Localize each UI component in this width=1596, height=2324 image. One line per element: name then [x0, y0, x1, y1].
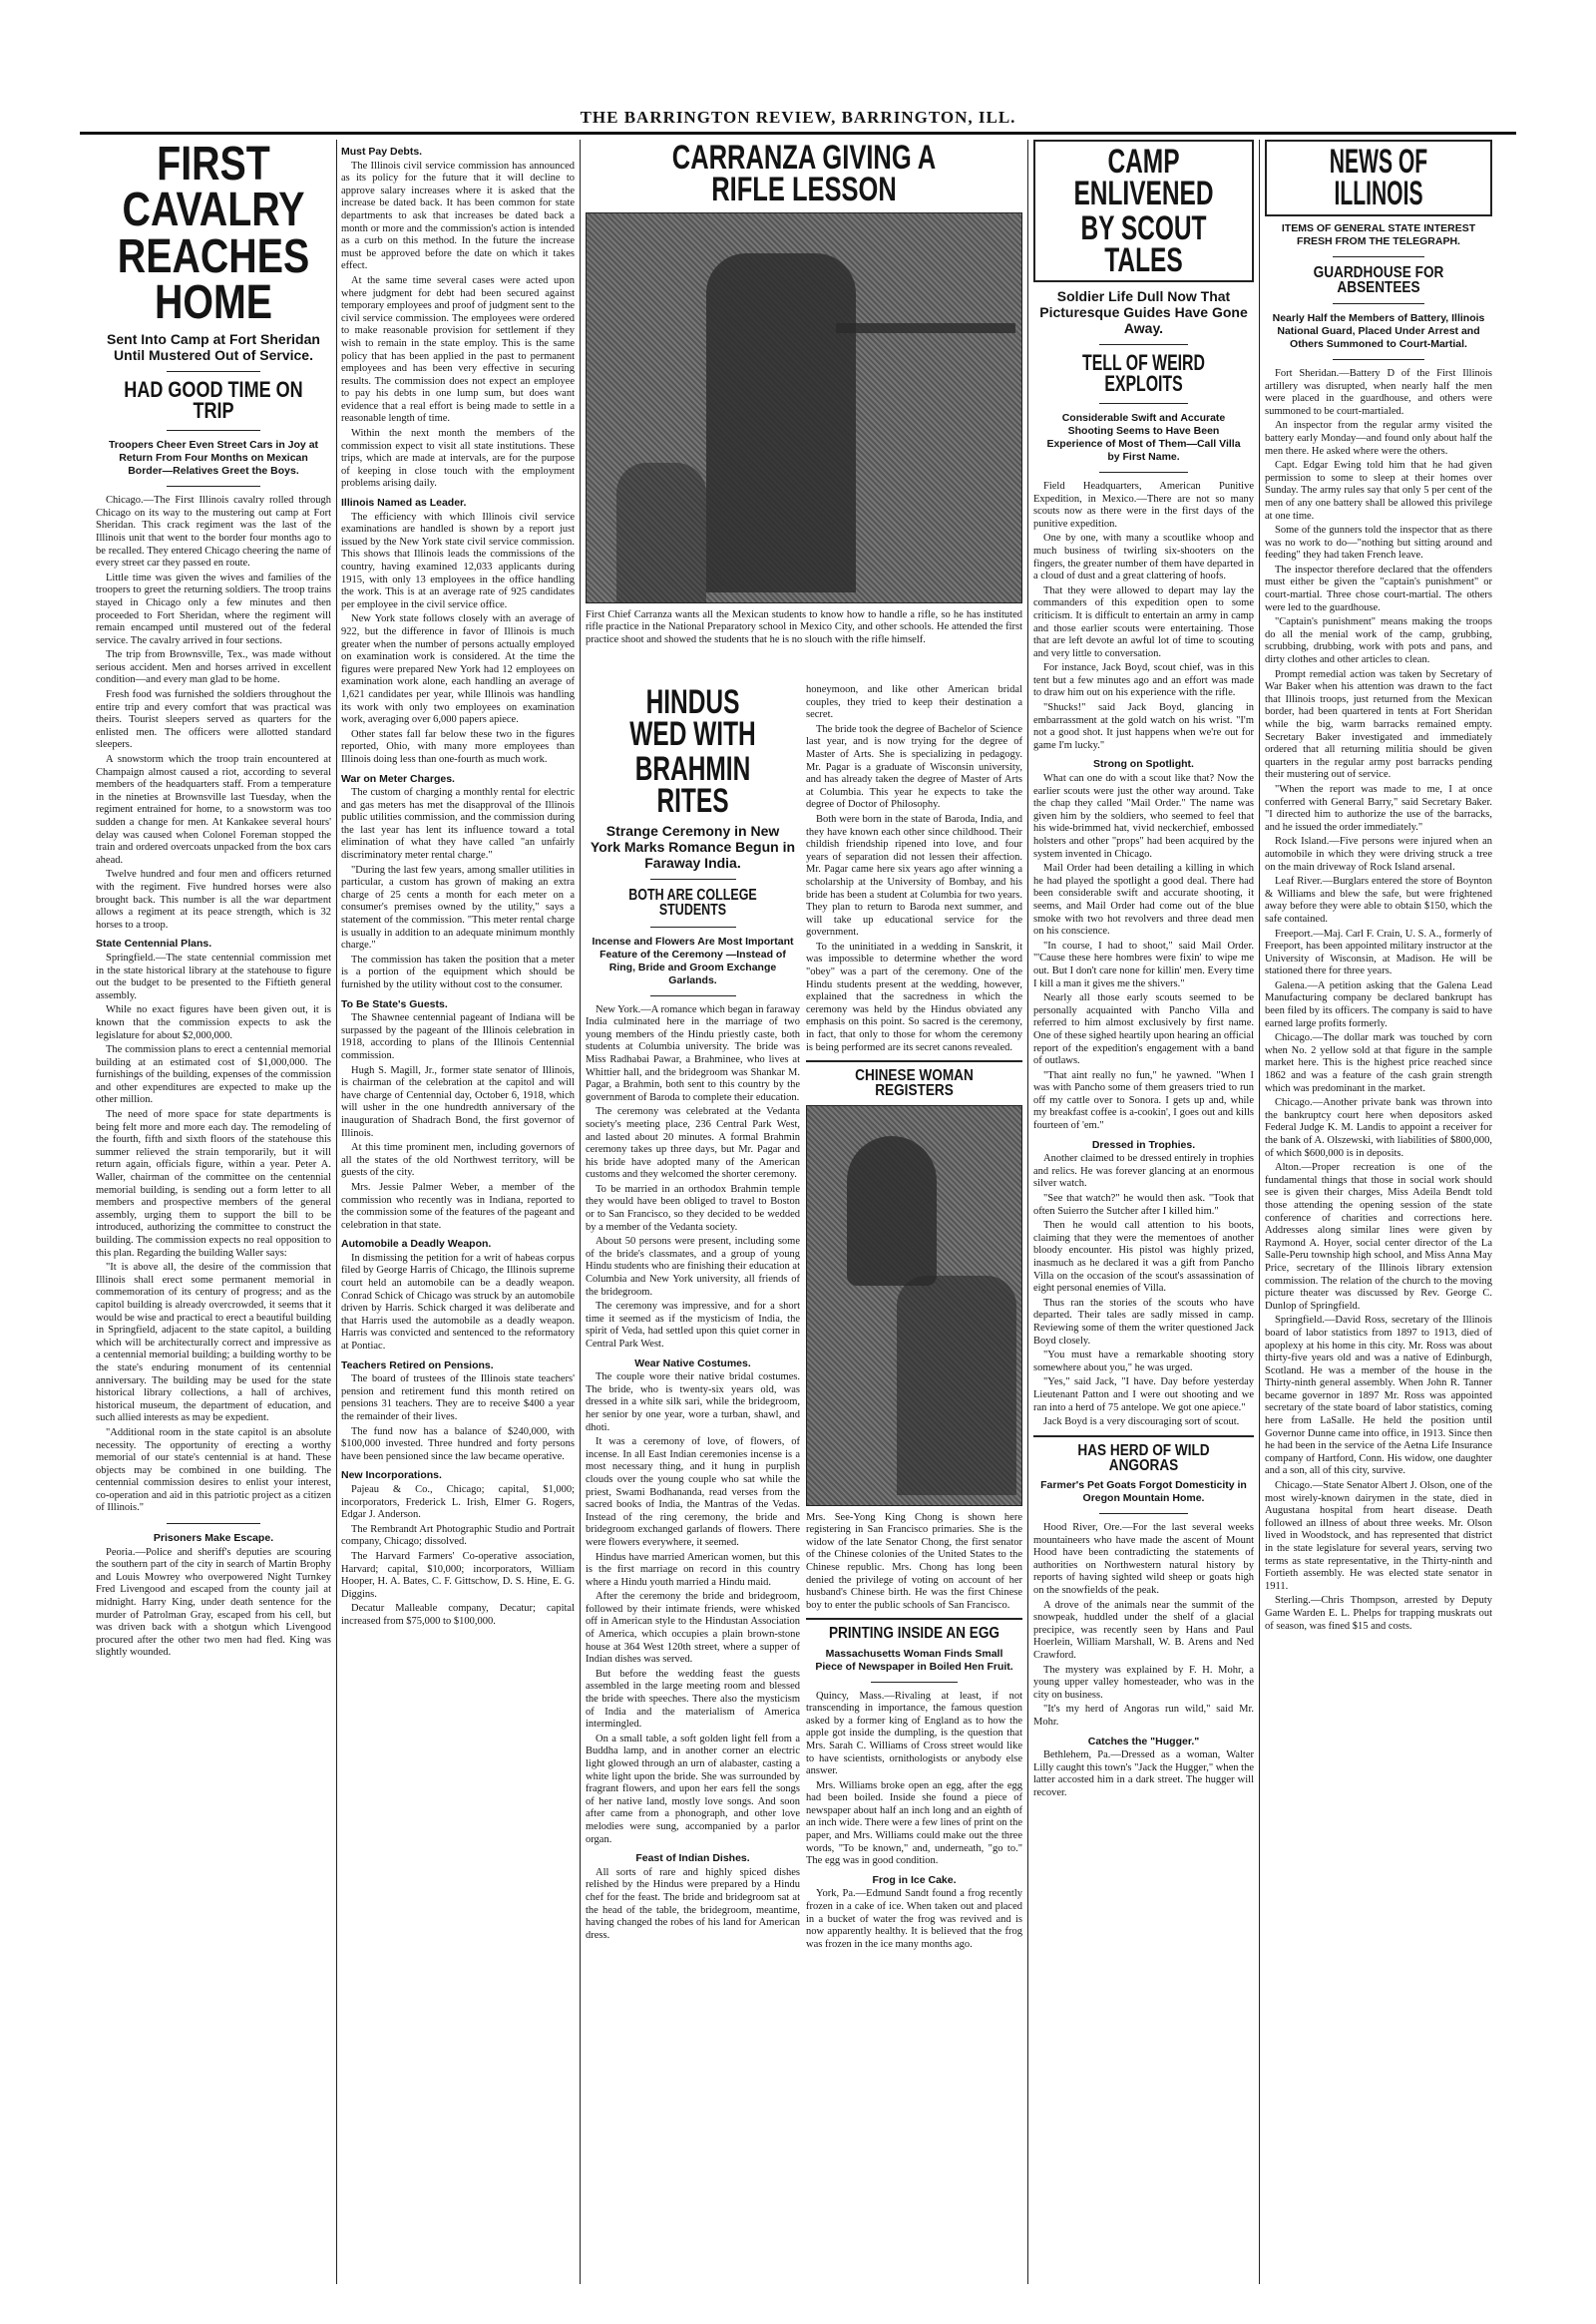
section-heading: Catches the "Hugger."	[1087, 1735, 1200, 1747]
section-heading: Wear Native Costumes.	[634, 1356, 751, 1369]
paragraph: For instance, Jack Boyd, scout chief, was in this tent but a few minutes ago and an effort was made to draw him out on his experience with the rifle.	[1033, 662, 1254, 699]
paragraph: Alton.—Proper recreation is one of the fundamental things that those in social work should see is given their charges, Miss Adeila Bendt told those attending the opening session of the state conference of charities and corrections here. Addresses along similar lines were given by Raymond A. Hoyer, social center director of the La Salle-Peru township high school, and Miss Anna May Price, secretary of the Illinois library extension commission. The relation of the church to the moving picture theater was discussed by Rev. George C. Dunlop of Springfield.	[1265, 1162, 1492, 1312]
paragraph: The couple wore their native bridal costumes. The bride, who is twenty-six years old, was dressed in a white silk sari, while the bridegroom, her senior by one year, wore a turban, shawl, and dhoti.	[586, 1371, 800, 1433]
divider	[806, 1618, 1022, 1620]
headline: BY SCOUT TALES	[1080, 208, 1207, 279]
paragraph: Rock Island.—Five persons were injured when an automobile in which they were driving struck a tree on the main driveway of Rock Island arsenal.	[1265, 836, 1492, 873]
paragraph: Hugh S. Magill, Jr., former state senator of Illinois, is chairman of the celebration at the capitol and will have charge of Centennial day, October 6, 1918, which will usher in the one hundredth anniversary of the inauguration of Shadrach Bond, the first governor of Illinois.	[341, 1064, 575, 1139]
headline: CHINESE WOMAN REGISTERS	[855, 1067, 974, 1100]
headline: HAS HERD OF WILD ANGORAS	[1077, 1441, 1210, 1474]
paragraph: While no exact figures have been given out, it is known that the commission expects to ask the legislature for about $2,000,000.	[96, 1004, 331, 1041]
paragraph: It was a ceremony of love, of flowers, of incense. In all East Indian ceremonies incense is a most necessary thing, and it hung in purplish clouds over the young couple who sat while the priest, Swami Bodhananda, read verses from the sacred books of India, the Mantras of the Vedas. Instead of the ring ceremony, the bride and bridegroom exchanged garlands of flowers. There were flowers everywhere, it seemed.	[586, 1436, 800, 1548]
paragraph: Some of the gunners told the inspector that as there was no work to do—"nothing but sitting around and feeding" they had taken French leave.	[1265, 525, 1492, 562]
subheadline: Soldier Life Dull Now That Picturesque Guides Have Gone Away.	[1039, 288, 1248, 337]
paragraph: But before the wedding feast the guests assembled in the large meeting room and blessed the bride with speeches. There also the mysticism of India and the materialism of America intermingled.	[586, 1668, 800, 1731]
headline: HAD GOOD TIME ON TRIP	[124, 377, 303, 424]
paragraph: Twelve hundred and four men and officers returned with the regiment. Five hundred horses were also brought back. This number is all the war department allows a regiment at its peace strength, which is 32 horses to a troop.	[96, 869, 331, 931]
deck: Farmer's Pet Goats Forgot Domesticity in Oregon Mountain Home.	[1040, 1479, 1247, 1505]
paragraph: Bethlehem, Pa.—Dressed as a woman, Walter Lilly caught this town's "Jack the Hugger," when the latter accosted him in a dark street. The hugger will recover.	[1033, 1749, 1254, 1798]
paragraph: Springfield.—David Ross, secretary of the Illinois board of labor statistics from 1897 to 1913, died of apoplexy at his home in this city. Mr. Ross was about thirty-five years old and was a native of Edinburgh, Scotland. He was a member of the house in the Thirty-ninth general assembly. When John R. Tanner became governor in 1897 Mr. Ross was appointed secretary of the state board of labor statistics, coming here from LaSalle. He held the position until Governor Dunne came into office, in 1913. Since then he had been in the service of the Aetna Life Insurance company of Hartford, Conn. His widow, one daughter and a son, all of this city, survive.	[1265, 1315, 1492, 1477]
paragraph: Field Headquarters, American Punitive Expedition, in Mexico.—There are not so many scouts now as there were in the first days of the punitive expedition.	[1033, 480, 1254, 530]
deck: Troopers Cheer Even Street Cars in Joy at Return From Four Months on Mexican Border—Relatives Greet the Boys.	[108, 439, 319, 478]
divider	[167, 430, 260, 431]
column-rule	[336, 140, 337, 2284]
deck: Massachusetts Woman Finds Small Piece of Newspaper in Boiled Hen Fruit.	[815, 1647, 1013, 1673]
paragraph: What can one do with a scout like that? Now the earlier scouts were just the other way around. Take the chap they called "Mail Order." The name was given him by the soldiers, who seemed to feel that his wide-brimmed hat, vivid neckerchief, embossed holsters and other "props" had been acquired by the system invented in Chicago.	[1033, 773, 1254, 860]
paragraph: "It is above all, the desire of the commission that Illinois shall erect some permanent memorial in commemoration of its century of progress; and as the capitol building is already overcrowded, it seems that it would be wise and practical to erect a beautiful building in Springfield, adjacent to the state capitol, a building which will be architecturally correct and impressive as a centennial memorial building; a building worthy to be the state's enduring monument of its centennial anniversary. The building may be used for the state historical library collections, a hall of archives, historical museum, the department of education, and such allied interests as may be expedient.	[96, 1262, 331, 1424]
headline: TELL OF WEIRD EXPLOITS	[1082, 350, 1205, 397]
subheadline: Sent Into Camp at Fort Sheridan Until Mustered Out of Service.	[107, 331, 320, 364]
paragraph: At the same time several cases were acted upon where judgment for debt had been secured against temporary employees and proof of judgment sent to the civil service commission. The employees were ordered to make reasonable provision for settlement if they wish to remain in the state employ. This is the same policy that has been applied in the past to permanent employees and has been very effective in securing results. The commission does not expect an employee to pay his debts in one lump sum, but does want evidence that a real effort is being made to settle in a reasonable length of time.	[341, 274, 575, 425]
article-column-4	[806, 684, 1022, 2284]
photo-caption: First Chief Carranza wants all the Mexican students to know how to handle a rifle, so he has instituted rifle practice in the National Preparatory school in Mexico City, and other schools. He attended the first practice shoot and showed the students that he is no slouch with the rifle himself.	[586, 608, 1022, 645]
paragraph: About 50 persons were present, including some of the bride's classmates, and a group of young Hindu students who are finishing their education at Columbia and New York university, all friends of the bridegroom.	[586, 1236, 800, 1298]
article-news-of-illinois	[1265, 140, 1492, 2284]
paragraph: Freeport.—Maj. Carl F. Crain, U. S. A., formerly of Freeport, has been appointed military instructor at the University of Wisconsin, at Madison. He will be stationed there for three years.	[1265, 928, 1492, 977]
paragraph: Springfield.—The state centennial commission met in the state historical library at the statehouse to figure out the budget to be presented to the Fiftieth general assembly.	[96, 952, 331, 1001]
divider	[650, 927, 736, 928]
headline: GUARDHOUSE FOR ABSENTEES	[1313, 263, 1444, 296]
paragraph: Mail Order had been detailing a killing in which he had played the spotlight a good deal. There had been considerable swift and accurate shooting, it seems, and Mail Order had come out of the blue smoke with two hot revolvers and three dead men on his conscience.	[1033, 863, 1254, 938]
divider	[1333, 256, 1423, 257]
paragraph: The mystery was explained by F. H. Mohr, a young upper valley homesteader, who was in the city on business.	[1033, 1664, 1254, 1701]
paragraph: One by one, with many a scoutlike whoop and much business of twirling six-shooters on the fingers, the greater number of them have departed in a cloud of dust and a great clattering of hoofs.	[1033, 533, 1254, 582]
article-state-news	[341, 140, 575, 2284]
paragraph: "Captain's punishment" means making the troops do all the menial work of the camp, grubbing, scrubbing, drubbing, work with pots and pans, and dirty clothes and other articles to clean.	[1265, 616, 1492, 666]
paragraph: Decatur Malleable company, Decatur; capital increased from $75,000 to $100,000.	[341, 1603, 575, 1627]
paragraph: The Rembrandt Art Photographic Studio and Portrait company, Chicago; dissolved.	[341, 1523, 575, 1548]
article-first-cavalry	[96, 140, 331, 2284]
paragraph: Hood River, Ore.—For the last several weeks mountaineers who have made the ascent of Mount Hood have been contradicting the statements of authorities on Northwestern natural history by reports of having sighted wild sheep or goats high on the snowfields of the peak.	[1033, 1522, 1254, 1597]
paragraph: A snowstorm which the troop train encountered at Champaign almost caused a riot, according to several members of the headquarters staff. From a temperature in the nineties at Brownsville last Tuesday, when the regiment entrained for home, to a snowstorm was too sudden a change for men. At Kankakee several hours' delay was caused when Colonel Foreman stopped the train and ordered overcoats unpacked from the box cars ahead.	[96, 754, 331, 866]
paragraph: Leaf River.—Burglars entered the store of Boynton & Williams and blew the safe, but were frightened away before they were able to obtain $150, which the safe contained.	[1265, 876, 1492, 925]
paragraph: The board of trustees of the Illinois state teachers' pension and retirement fund this month retired on pensions 31 teachers. They are to receive $400 a year the remainder of their lives.	[341, 1373, 575, 1422]
paragraph: To the uninitiated in a wedding in Sanskrit, it was impossible to determine whether the word "obey" was a part of the ceremony. One of the Hindu students present at the wedding, however, explained that the sacredness in which the ceremony was held by the Hindus obviated any emphasis on this point. So sacred is the ceremony, in fact, that only to those for whom the ceremony is being performed are its secret canons revealed.	[806, 941, 1022, 1053]
paragraph: Chicago.—Another private bank was thrown into the bankruptcy court here when depositors asked Federal Judge K. M. Landis to appoint a receiver for the bank of A. Olszewski, with liabilities of $800,000, of which $600,000 is in deposits.	[1265, 1097, 1492, 1159]
headline: NEWS OF ILLINOIS	[1329, 143, 1428, 213]
divider	[1333, 303, 1423, 304]
paragraph: The ceremony was celebrated at the Vedanta society's meeting place, 236 Central Park West, and lasted about 20 minutes. A formal Brahmin ceremony takes up three days, but Mr. Pagar and his bride have adopted many of the American customs and they welcomed the shorter ceremony.	[586, 1106, 800, 1181]
paragraph: Thus ran the stories of the scouts who have departed. Their tales are sadly missed in camp. Reviewing some of them the writer questioned Jack Boyd closely.	[1033, 1297, 1254, 1347]
paragraph: Chicago.—The First Illinois cavalry rolled through Chicago on its way to the mustering out camp at Fort Sheridan. This crack regiment was the last of the Illinois unit that went to the border four months ago to be recalled. They entered Chicago cheering the name of every street car they passed en route.	[96, 495, 331, 570]
paragraph: Chicago.—The dollar mark was touched by corn when No. 2 yellow sold at that figure in the sample market here. This is the highest price reached since 1862 and was a feature of the cash grain strength which was predominant in the market.	[1265, 1032, 1492, 1094]
paragraph: New York state follows closely with an average of 922, but the difference in favor of Illinois is much greater when the number of persons actually employed on examination work is considered. At the time the figures were prepared New York had 12 employees on examination work alone, each handling an average of 1,621 candidates per year, while Illinois was handling its work with only two employees on examination work, averaging over 6,000 papers apiece.	[341, 613, 575, 726]
divider	[650, 879, 736, 880]
divider	[806, 1060, 1022, 1062]
section-heading: War on Meter Charges.	[341, 772, 455, 785]
paragraph: The bride took the degree of Bachelor of Science last year, and is now trying for the degree of Master of Arts. She is specializing in pedagogy. Mr. Pagar is a graduate of Wisconsin university, and has already taken the degree of Master of Arts at Columbia. This year he expects to take the degree of Doctor of Philosophy.	[806, 723, 1022, 811]
divider	[871, 1682, 958, 1683]
headline: REACHES HOME	[117, 230, 310, 329]
paragraph: York, Pa.—Edmund Sandt found a frog recently frozen in a cake of ice. When taken out and placed in a bucket of water the frog was revived and is now apparently healthy. It is believed that the frog was frozen in the ice many months ago.	[806, 1888, 1022, 1950]
paragraph: "Shucks!" said Jack Boyd, glancing in embarrassment at the gold watch on his wrist. "I'm not a good shot. It just happens when we're out for game I'm lucky."	[1033, 702, 1254, 751]
section-heading: State Centennial Plans.	[96, 938, 212, 951]
paragraph: The custom of charging a monthly rental for electric and gas meters has met the disapproval of the Illinois public utilities commission, and the commission during the last year has lent its influence toward a total elimination of what they have called "an unfairly discriminatory meter rental charge."	[341, 787, 575, 862]
headline: BRAHMIN RITES	[634, 749, 751, 820]
paragraph: Hindus have married American women, but this is the first marriage on record in this country where a Hindu youth married a Hindu maid.	[586, 1551, 800, 1588]
paragraph: The commission has taken the position that a meter is a portion of the equipment which should be furnished by the utility without cost to the consumer.	[341, 954, 575, 990]
paragraph: Peoria.—Police and sheriff's deputies are scouring the southern part of the city in search of Martin Brophy and Louis Mowrey who overpowered Night Turnkey Fred Livengood and escaped from the county jail at midnight. Harry King, under death sentence for the murder of Patrolman Gray, escaped from his cell, but was driven back with a shotgun which Livengood procured after the other two men had fled. King was slightly wounded.	[96, 1546, 331, 1659]
section-heading: Teachers Retired on Pensions.	[341, 1358, 494, 1371]
paragraph: The efficiency with which Illinois civil service examinations are handled is shown by a report just issued by the New York state civil service commission. This shows that Illinois leads the commissions of the country, having examined 12,033 applicants during 1915, with only 13 employees in the office handling the work. This is at an average rate of 925 candidates per employee in the civil service office.	[341, 511, 575, 610]
article-camp-enlivened	[1033, 140, 1254, 2284]
paragraph: Little time was given the wives and families of the troopers to greet the returning soldiers. The troop trains stayed in Chicago only a few minutes and then proceeded to Fort Sheridan, where the regiment will remain encamped until mustered out of the federal service. The cavalry arrived in four sections.	[96, 572, 331, 646]
paragraph: Fresh food was furnished the soldiers throughout the entire trip and every comfort that was practical was theirs. Tourist sleepers served as quarters for the enlisted men. The officers were allotted standard sleepers.	[96, 689, 331, 751]
divider	[1099, 1513, 1187, 1514]
divider	[1099, 344, 1187, 345]
headline: FIRST CAVALRY	[122, 140, 305, 236]
section-heading: Must Pay Debts.	[341, 146, 423, 158]
paragraph: Mrs. Jessie Palmer Weber, a member of the commission who recently was in Indiana, reported to the commission some of the features of the pageant and celebration in that state.	[341, 1181, 575, 1231]
section-heading: Illinois Named as Leader.	[341, 497, 467, 510]
section-heading: Automobile a Deadly Weapon.	[341, 1238, 492, 1251]
divider	[1099, 472, 1187, 473]
headline: CAMP ENLIVENED	[1073, 143, 1214, 213]
paragraph: Capt. Edgar Ewing told him that he had given permission to some to sleep at their homes over Sunday. The army rules say that only 5 per cent of the men of any one battery shall be allowed this privilege at one time.	[1265, 460, 1492, 522]
paragraph: That they were allowed to depart may lay the commanders of this expedition open to some criticism. It is difficult to entertain an army in camp and those earlier scouts were entertaining. Those that are left devote an awful lot of time to scouting and very little to conversation.	[1033, 584, 1254, 659]
paragraph: honeymoon, and like other American bridal couples, they tried to keep their destination a secret.	[806, 684, 1022, 721]
section-heading: Dressed in Trophies.	[1091, 1138, 1196, 1151]
section-heading: Frog in Ice Cake.	[872, 1873, 957, 1886]
paragraph: The Illinois civil service commission has announced as its policy for the future that it will decline to approve salary increases where it is asked that the increase be dated back. It has been common for state departments to ask that increases be dated back a month or more and the commission's action is intended as a curb on this method. In the future the increase must be approved before the date on which it takes effect.	[341, 160, 575, 272]
headline-box	[1033, 140, 1254, 282]
headline-box	[1265, 140, 1492, 216]
paragraph: At this time prominent men, including governors of all the states of the old Northwest territory, will be guests of the city.	[341, 1142, 575, 1179]
section-heading: Strong on Spotlight.	[1093, 758, 1194, 771]
article-carranza	[586, 140, 1022, 678]
headline: CARRANZA GIVING A RIFLE LESSON	[671, 140, 937, 209]
headline: PRINTING INSIDE AN EGG	[828, 1625, 1000, 1643]
article-hindus-wed	[586, 684, 800, 2284]
paragraph: Both were born in the state of Baroda, India, and they have known each other since childhood. Their childish friendship ripened into love, and four years of separation did not lessen their affection. Mr. Pagar came here six years ago after winning a scholarship at the University of Bombay, and his bride has been a student at Columbia for two years. They plan to return to Baroda next summer, and will take up educational service for the government.	[806, 813, 1022, 939]
section-heading: Feast of Indian Dishes.	[635, 1852, 750, 1865]
paragraph: To be married in an orthodox Brahmin temple they would have been obliged to travel to Boston or to San Francisco, so they decided to be wedded by a member of the Vedanta society.	[586, 1183, 800, 1233]
paragraph: The inspector therefore declared that the offenders must either be given the "captain's punishment" or court-martial. Three chose court-martial. The others were led to the guardhouse.	[1265, 564, 1492, 613]
paragraph: "When the report was made to me, I at once conferred with General Barry," said Secretary Baker. "I directed him to authorize the use of the barracks, and he issued the order immediately."	[1265, 783, 1492, 833]
paragraph: Within the next month the members of the commission expect to visit all state institutions. These trips, which are made at intervals, are for the purpose of keeping in close touch with the employment problems arising daily.	[341, 428, 575, 490]
paragraph: All sorts of rare and highly spiced dishes relished by the Hindus were prepared by a Hindu chef for the feast. The bride and bridegroom sat at the head of the table, the bridegroom, meantime, having changed the robes of his land for American dress.	[586, 1866, 800, 1941]
paragraph: Other states fall far below these two in the figures reported, Ohio, with many more employees than Illinois doing less than one-fourth as much work.	[341, 728, 575, 765]
divider	[167, 486, 260, 487]
deck: ITEMS OF GENERAL STATE INTEREST FRESH FROM THE TELEGRAPH.	[1281, 221, 1476, 247]
paragraph: Sterling.—Chris Thompson, arrested by Deputy Game Warden E. L. Phelps for trapping muskrats out of season, was fined $15 and costs.	[1265, 1595, 1492, 1632]
headline: HINDUS WED WITH	[629, 684, 756, 754]
paragraph: Jack Boyd is a very discouraging sort of scout.	[1043, 1416, 1240, 1428]
paragraph: Prompt remedial action was taken by Secretary of War Baker when his attention was drawn to the fact that Illinois troops, just returned from the Mexican border, had been quartered in tents at Fort Sheridan while the big, warm barracks remained empty. Secretary Baker investigated and immediately ordered that all returning militia should be given quarters in the regular army post barracks pending their mustering out of service.	[1265, 668, 1492, 781]
paragraph: On a small table, a soft golden light fell from a Buddha lamp, and in another corner an electric light glowed through an urn of alabaster, casting a white light upon the bride. She was surrounded by fragrant flowers, and upon her ears fell the songs of her native land, mostly love songs. And soon after came from a phonograph, and other love melodies were sung, accompanied by a parlor organ.	[586, 1733, 800, 1845]
deck: Considerable Swift and Accurate Shooting Seems to Have Been Experience of Most of Them—Call Villa by First Name.	[1046, 411, 1241, 463]
paragraph: "That aint really no fun," he yawned. "When I was with Pancho some of them greasers tried to run off my cattle over to Sonora. I gets up and, while my breakfast coffee is a-cookin', I goes out and kills fourteen of 'em."	[1033, 1069, 1254, 1132]
paragraph: An inspector from the regular army visited the battery early Monday—and found only about half the men there. He asked where were the others.	[1265, 420, 1492, 457]
paragraph: Fort Sheridan.—Battery D of the First Illinois artillery was disrupted, when nearly half the men were placed in the guardhouse, and others were summoned to be court-martialed.	[1265, 367, 1492, 417]
paragraph: Then he would call attention to his boots, claiming that they were the mementoes of another bloody encounter. His pistol was highly prized, inasmuch as he declared it was a gift from Pancho Villa on the occasion of the scout's assassination of eight personal enemies of Villa.	[1033, 1220, 1254, 1295]
paragraph: The Shawnee centennial pageant of Indiana will be surpassed by the pageant of the Illinois celebration in 1918, according to plans of the Illinois Centennial commission.	[341, 1012, 575, 1061]
paragraph: Quincy, Mass.—Rivaling at least, if not transcending in importance, the famous question asked by a former king of England as to how the apple got inside the dumpling, is the question that Mrs. Sarah C. Williams of Cross street would like to have scientists, ornithologists or anybody else answer.	[806, 1690, 1022, 1777]
column-rule	[580, 140, 581, 2284]
subheadline: Strange Ceremony in New York Marks Romance Begun in Faraway India.	[590, 823, 796, 872]
masthead-rule	[80, 132, 1516, 135]
paragraph: After the ceremony the bride and bridegroom, followed by their intimate friends, were whisked off in American style to the Hindustan Association of America, which occupies a plain brown-stone house at 364 West 120th street, where a supper of Indian dishes was served.	[586, 1591, 800, 1666]
column-rule	[1259, 140, 1260, 2284]
divider	[1099, 403, 1187, 404]
paragraph: "During the last few years, among smaller utilities in particular, a custom has grown of making an extra charge of 25 cents a month for each meter on a consumer's premises owned by the utility," says a statement of the commission. "This meter rental charge is usually in addition to an adequate minimum monthly charge."	[341, 864, 575, 952]
photo-caption: Mrs. See-Yong King Chong is shown here registering in San Francisco primaries. She is the widow of the late Senator Chong, the first senator of the Chinese colonies of the United States to the Chinese republic. Mrs. Chong has long been denied the privilege of voting on account of her husband's Chinese birth. He was the first Chinese boy to enter the public schools of San Francisco.	[806, 1511, 1022, 1611]
paragraph: The fund now has a balance of $240,000, with $100,000 invested. Three hundred and forty persons have been pensioned since the law became operative.	[341, 1425, 575, 1462]
divider	[1333, 359, 1423, 360]
paragraph: "You must have a remarkable shooting story somewhere about you," he was urged.	[1033, 1350, 1254, 1373]
paragraph: In dismissing the petition for a writ of habeas corpus filed by George Harris of Chicago, the Illinois supreme court held an automobile can be a deadly weapon. Conrad Schick of Chicago was struck by an automobile driven by Harris. Schick charged it was deliberate and that Harris used the automobile as a deadly weapon. Harris was convicted and sentenced to the reformatory at Pontiac.	[341, 1252, 575, 1353]
chinese-woman-photo	[806, 1105, 1022, 1506]
divider	[167, 1523, 260, 1524]
divider	[167, 371, 260, 372]
section-heading: To Be State's Guests.	[341, 997, 448, 1010]
section-heading: New Incorporations.	[341, 1469, 442, 1482]
paragraph: "See that watch?" he would then ask. "Took that often Suierro the Sutcher after I killed him."	[1033, 1193, 1254, 1217]
paragraph: "Additional room in the state capitol is an absolute necessity. The opportunity of erecting a worthy memorial of our state's centennial is at hand. These objects may be combined in one building. The centennial commission desires to enlist your interest, co-operation and aid in this patriotic project as a citizen of Illinois."	[96, 1426, 331, 1514]
paragraph: The Harvard Farmers' Co-operative association, Harvard; capital, $10,000; incorporators, William Hooper, H. A. Bates, C. F. Gittschow, D. S. Hine, E. G. Diggins.	[341, 1550, 575, 1600]
column-rule	[1027, 140, 1028, 2284]
paragraph: A drove of the animals near the summit of the snowpeak, huddled under the shelf of a glacial precipice, was recently seen by Hans and Paul Hoerlein, William Marshall, W. B. Arens and Ned Crawford.	[1033, 1599, 1254, 1662]
paragraph: "Yes," said Jack, "I have. Day before yesterday Lieutenant Patton and I were out shooting and we ran into a herd of 75 antelope. We got one apiece."	[1033, 1376, 1254, 1413]
divider	[650, 995, 736, 996]
divider	[1033, 1435, 1254, 1437]
paragraph: Chicago.—State Senator Albert J. Olson, one of the most wirely-known dairymen in the state, died in Augustana hospital from heart disease. Death followed an illness of about three weeks. Mr. Olson lived in Woodstock, and has represented that district in the state legislature for several years, serving two terms as state representative, in the Thirty-ninth and Fortieth assembly. He was elected state senator in 1911.	[1265, 1480, 1492, 1592]
paragraph: New York.—A romance which began in faraway India culminated here in the marriage of two young members of the Hindu priestly caste, both students at Columbia university. The bride was Miss Radhabai Pawar, a Brahminee, who lives at Whittier hall, and the bridegroom was Shankar M. Pagar, a Brahmin, both sent to this country by the government of Baroda to complete their education.	[586, 1003, 800, 1103]
paragraph: The commission plans to erect a centennial memorial building at an estimated cost of $1,000,000. The furnishings of the building, expenses of the commission and other expenditures are expected to make up the other million.	[96, 1044, 331, 1106]
paragraph: Mrs. Williams broke open an egg, after the egg had been boiled. Inside she found a piece of newspaper about half an inch long and an eighth of an inch wide. There were a few lines of print on the paper, and Mrs. Williams could make out the three words, "To be known," and, underneath, "go to." The egg was in good condition.	[806, 1779, 1022, 1867]
headline: BOTH ARE COLLEGE STUDENTS	[628, 887, 757, 920]
deck: Nearly Half the Members of Battery, Illinois National Guard, Placed Under Arrest and Others Summoned to Court-Martial.	[1272, 311, 1485, 350]
paragraph: Pajeau & Co., Chicago; capital, $1,000; incorporators, Frederick L. Irish, Elmer G. Rogers, Edgar J. Anderson.	[341, 1483, 575, 1521]
paragraph: Another claimed to be dressed entirely in trophies and relics. He was forever glancing at an enormous silver watch.	[1033, 1153, 1254, 1190]
paragraph: Nearly all those early scouts seemed to be personally acquainted with Pancho Villa and referred to him almost exclusively by first name. One of these sighed heartily upon hearing an official report of the expedition's engagement with a band of outlaws.	[1033, 992, 1254, 1067]
paragraph: Galena.—A petition asking that the Galena Lead Manufacturing company be declared bankrupt has been filed by its officers. The company is said to have earned large profits formerly.	[1265, 979, 1492, 1029]
deck: Incense and Flowers Are Most Important Feature of the Ceremony —Instead of Ring, Bride and Groom Exchange Garlands.	[592, 935, 794, 986]
masthead: THE BARRINGTON REVIEW, BARRINGTON, ILL.	[580, 108, 1016, 127]
paragraph: The ceremony was impressive, and for a short time it seemed as if the mysticism of India, the spirit of Veda, had settled upon this quiet corner in Central Park West.	[586, 1301, 800, 1350]
section-heading: Prisoners Make Escape.	[153, 1532, 274, 1545]
paragraph: The trip from Brownsville, Tex., was made without serious accident. Men and horses arrived in excellent condition—and every man glad to be home.	[96, 649, 331, 686]
carranza-photo	[586, 212, 1022, 603]
paragraph: "In course, I had to shoot," said Mail Order. "'Cause these here hombres were fixin' to wipe me out. But I don't care none for killin' men. Every time I kill a man it gives me the shivers."	[1033, 940, 1254, 989]
paragraph: The need of more space for state departments is being felt more and more each day. The remodeling of the fourth, fifth and sixth floors of the statehouse this summer relieved the strain temporarily, but it will return again, officials figure, within a year. Peter A. Waller, chairman of the committee on the centennial memorial building, is sending out a form letter to all members and prospective members of the general assembly, urging them to support the bill to be introduced, authorizing the committee to construct the building. The commission expects no real opposition to this plan. Regarding the building Waller says:	[96, 1109, 331, 1259]
paragraph: "It's my herd of Angoras run wild," said Mr. Mohr.	[1033, 1704, 1254, 1728]
